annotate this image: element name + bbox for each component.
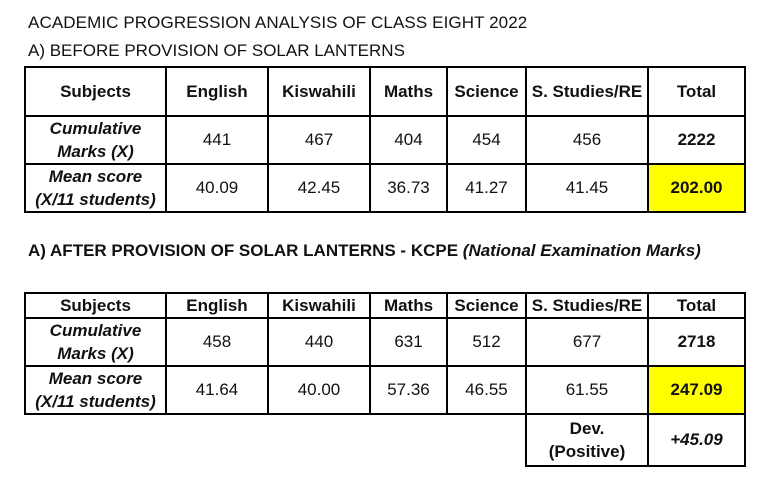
cell-english: 441 — [166, 116, 268, 164]
cell-total-highlighted: 247.09 — [648, 366, 745, 414]
table-row — [25, 116, 745, 164]
report-title: ACADEMIC PROGRESSION ANALYSIS OF CLASS EIGHT 2022 — [28, 13, 528, 32]
cell-science: 46.55 — [447, 366, 526, 414]
cell-social-studies: 41.45 — [526, 164, 648, 212]
cell-total-highlighted: 202.00 — [648, 164, 745, 212]
cell-maths: 404 — [370, 116, 447, 164]
cell-kiswahili: 440 — [268, 318, 370, 366]
cell-kiswahili: 40.00 — [268, 366, 370, 414]
header-science: Science — [447, 293, 526, 318]
header-total: Total — [648, 293, 745, 318]
before-table — [24, 66, 746, 213]
cell-maths: 36.73 — [370, 164, 447, 212]
deviation-value: +45.09 — [648, 414, 745, 466]
header-english: English — [166, 293, 268, 318]
blank-spacer — [25, 414, 526, 466]
cell-english: 458 — [166, 318, 268, 366]
row-label-cumulative: Cumulative Marks (X) — [25, 116, 166, 164]
header-kiswahili: Kiswahili — [268, 67, 370, 116]
row-label-cumulative: Cumulative Marks (X) — [25, 318, 166, 366]
header-maths: Maths — [370, 293, 447, 318]
cell-kiswahili: 42.45 — [268, 164, 370, 212]
cell-science: 41.27 — [447, 164, 526, 212]
before-section-title: A) BEFORE PROVISION OF SOLAR LANTERNS — [28, 41, 405, 60]
table-header-row — [25, 67, 745, 116]
cell-science: 512 — [447, 318, 526, 366]
row-label-mean: Mean score (X/11 students) — [25, 164, 166, 212]
header-subjects: Subjects — [25, 293, 166, 318]
after-table — [24, 292, 746, 467]
header-english: English — [166, 67, 268, 116]
cell-english: 40.09 — [166, 164, 268, 212]
header-maths: Maths — [370, 67, 447, 116]
table-header-row — [25, 293, 745, 318]
cell-english: 41.64 — [166, 366, 268, 414]
after-section-title: A) AFTER PROVISION OF SOLAR LANTERNS - KCPE (National Examination Marks) — [28, 241, 701, 260]
cell-social-studies: 677 — [526, 318, 648, 366]
header-total: Total — [648, 67, 745, 116]
cell-social-studies: 61.55 — [526, 366, 648, 414]
row-label-mean: Mean score (X/11 students) — [25, 366, 166, 414]
table-row — [25, 366, 745, 414]
header-subjects: Subjects — [25, 67, 166, 116]
header-kiswahili: Kiswahili — [268, 293, 370, 318]
header-social-studies: S. Studies/RE — [526, 293, 648, 318]
cell-science: 454 — [447, 116, 526, 164]
header-social-studies: S. Studies/RE — [526, 67, 648, 116]
table-row — [25, 164, 745, 212]
header-science: Science — [447, 67, 526, 116]
cell-kiswahili: 467 — [268, 116, 370, 164]
table-row — [25, 318, 745, 366]
cell-total: 2718 — [648, 318, 745, 366]
cell-social-studies: 456 — [526, 116, 648, 164]
cell-maths: 57.36 — [370, 366, 447, 414]
cell-total: 2222 — [648, 116, 745, 164]
cell-maths: 631 — [370, 318, 447, 366]
deviation-row — [25, 414, 745, 466]
deviation-label: Dev. (Positive) — [526, 414, 648, 466]
